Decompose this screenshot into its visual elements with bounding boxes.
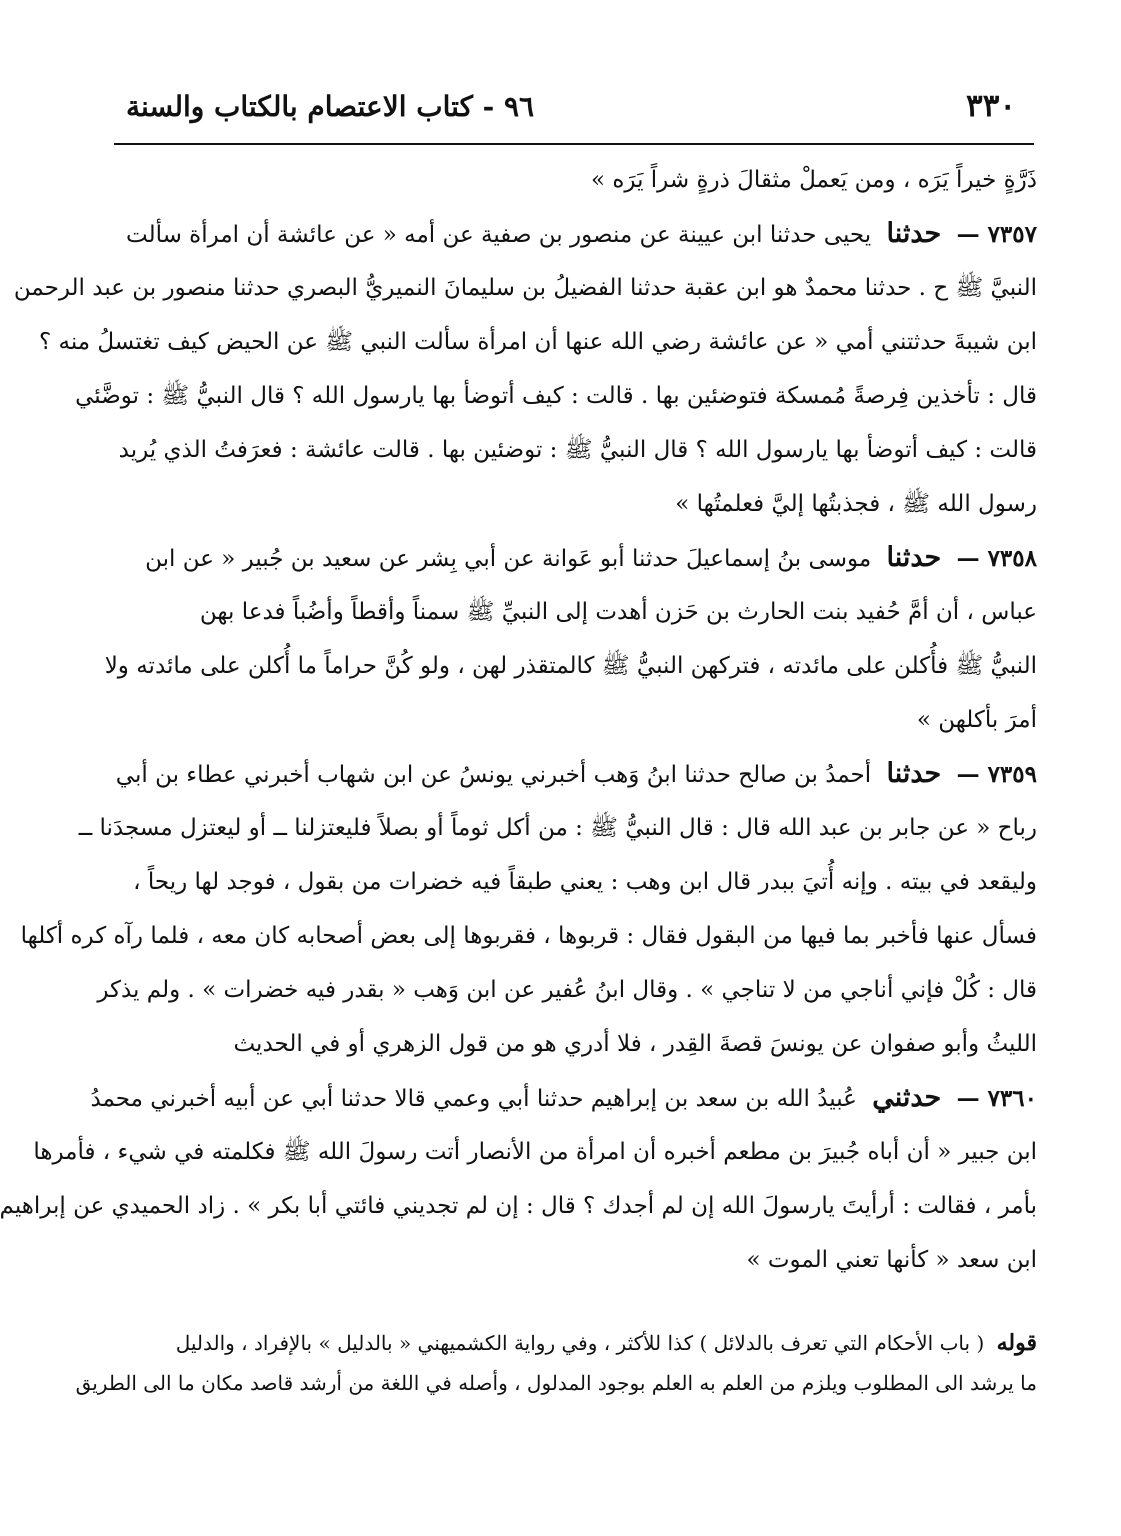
text-line: بأمر ، فقالت : أرأيتَ يارسولَ الله إن لم أجدك ؟ قال : إن لم تجديني فائتي أبا بكر » . زاد الحميدي عن إبراهيم: [0, 1193, 1037, 1219]
page-number: ٣٣٠: [966, 88, 1016, 124]
text-line: عباس ، أن أمَّ حُفيد بنت الحارث بن حَزن أهدت إلى النبيِّ ﷺ سمناً وأقطاً وأضُباً فدعا بهن: [199, 599, 1037, 625]
hadith-7360-line: ٧٣٦٠ — حدثني عُبيدُ الله بن سعد بن إبراهيم حدثنا أبي وعمي قالا حدثنا أبي عن أبيه أخبرني محمدُ: [90, 1082, 1037, 1113]
text-line: ابن شيبةَ حدثتني أمي « عن عائشة رضي الله عنها أن امرأة سألت النبي ﷺ عن الحيض كيف تغتسلُ منه ؟: [38, 329, 1037, 355]
text-line: ابن جبير « أن أباه جُبيرَ بن مطعم أخبره أن امرأة من الأنصار أتت رسولَ الله ﷺ فكلمته في شيء ، فأمرها: [33, 1139, 1037, 1165]
text-line: قال : كُلْ فإني أناجي من لا تناجي » . وقال ابنُ عُفير عن ابن وَهب « بقدر فيه خضرات » . ولم يذكر: [97, 977, 1037, 1003]
text-line: وليقعد في بيته . وإنه أُتيَ ببدر قال ابن وهب : يعني طبقاً فيه خضرات من بقول ، فوجد لها ريحاً ،: [133, 869, 1037, 895]
hadith-7359-line: ٧٣٥٩ — حدثنا أحمدُ بن صالح حدثنا ابنُ وَهب أخبرني يونسُ عن ابن شهاب أخبرني عطاء بن أبي: [115, 758, 1037, 789]
hadith-text: [0, 160, 1037, 1480]
hadith-7357-line: ٧٣٥٧ — حدثنا يحيى حدثنا ابن عيينة عن منصور بن صفية عن أمه « عن عائشة أن امرأة سألت: [126, 218, 1037, 249]
hadith-7358-line: ٧٣٥٨ — حدثنا موسى بنُ إسماعيلَ حدثنا أبو عَوانة عن أبي بِشر عن سعيد بن جُبير « عن ابن: [145, 542, 1037, 573]
text-line: الليثُ وأبو صفوان عن يونسَ قصةَ القِدر ، فلا أدري هو من قول الزهري أو في الحديث: [233, 1031, 1037, 1057]
hadith-number: ٧٣٥٧ —: [956, 221, 1037, 248]
text-line: ابن سعد « كأنها تعني الموت »: [746, 1247, 1037, 1273]
commentary-line: ما يرشد الى المطلوب ويلزم من العلم به العلم بوجود المدلول ، وأصله في اللغة من أرشد قاصد مكان ما الى الطريق: [75, 1371, 1037, 1395]
narration-keyword: حدثنا: [886, 218, 942, 249]
text-line: النبيَّ ﷺ ح . حدثنا محمدٌ هو ابن عقبة حدثنا الفضيلُ بن سليمانَ النميريُّ البصري حدثنا منصور بن عبد الرحمن: [13, 275, 1037, 301]
page-header: [114, 88, 1034, 132]
text-line: ذَرَّةٍ خيراً يَرَه ، ومن يَعملْ مثقالَ ذرةٍ شراً يَرَه »: [590, 167, 1037, 193]
narration-keyword: حدثنا: [886, 758, 942, 789]
text-line: أمرَ بأكلهن »: [916, 707, 1037, 733]
hadith-number: ٧٣٥٩ —: [956, 761, 1037, 788]
text-line: النبيُّ ﷺ فأُكلن على مائدته ، فتركهن النبيُّ ﷺ كالمتقذر لهن ، ولو كُنَّ حراماً ما أُكلن على مائدته ولا: [104, 653, 1037, 679]
narration-keyword: حدثنا: [886, 542, 942, 573]
text-line: رسول الله ﷺ ، فجذبتُها إليَّ فعلمتُها »: [675, 491, 1037, 517]
text-line: قالت : كيف أتوضأ بها يارسول الله ؟ قال النبيُّ ﷺ : توضئين بها . قالت عائشة : فعرَفتُ الذي يُريد: [118, 437, 1037, 463]
commentary-keyword: قوله: [996, 1330, 1037, 1356]
commentary-section: [75, 1324, 1037, 1414]
hadith-number: ٧٣٦٠ —: [956, 1085, 1037, 1112]
hadith-number: ٧٣٥٨ —: [956, 545, 1037, 572]
commentary-line: قوله ( باب الأحكام التي تعرف بالدلائل ) كذا للأكثر ، وفي رواية الكشميهني « بالدليل » بالإفراد ، والدليل: [175, 1330, 1037, 1356]
text-line: رباح « عن جابر بن عبد الله قال : قال النبيُّ ﷺ : من أكل ثوماً أو بصلاً فليعتزلنا ــ أو ليعتزل مسجدَنا ــ: [78, 815, 1037, 841]
running-title: ٩٦ - كتاب الاعتصام بالكتاب والسنة: [126, 90, 535, 123]
header-divider: [114, 143, 1034, 145]
text-line: فسأل عنها فأخبر بما فيها من البقول فقال : قربوها ، فقربوها إلى بعض أصحابه كان معه ، فلما رآه كره أكلها: [20, 923, 1037, 949]
text-line: قال : تأخذين فِرصةً مُمسكة فتوضئين بها . قالت : كيف أتوضأ بها يارسول الله ؟ قال النبيُّ ﷺ : توضَّئي: [75, 383, 1037, 409]
narration-keyword: حدثني: [872, 1082, 942, 1113]
